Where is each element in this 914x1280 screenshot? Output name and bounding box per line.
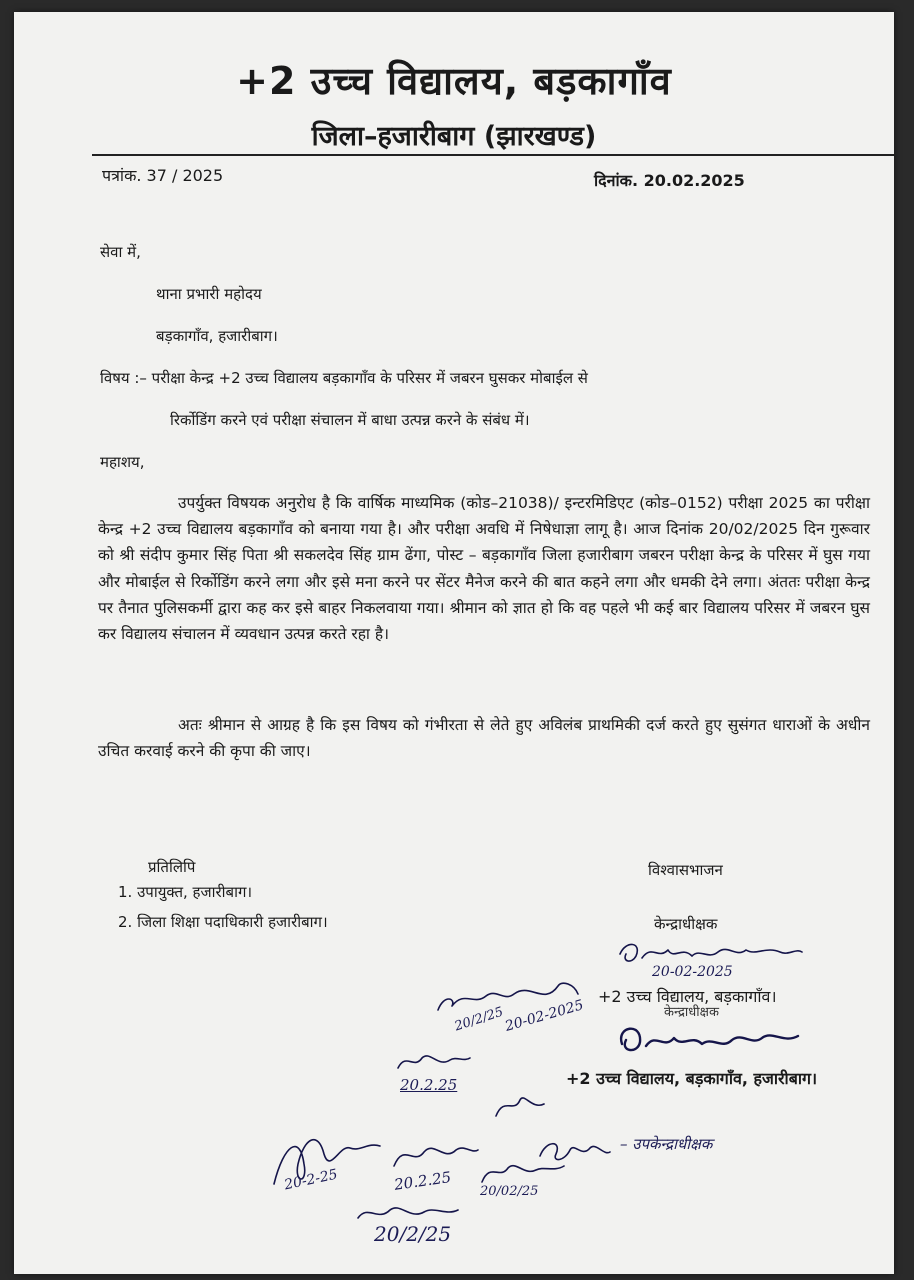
addressee-place: बड़कागाँव, हजारीबाग।: [156, 327, 278, 345]
principal-signature-date: 20-02-2025: [652, 964, 733, 980]
letter-date: दिनांक. 20.02.2025: [594, 171, 745, 190]
body-paragraph-1: [98, 490, 870, 647]
handwritten-date-f: 20-2-25: [282, 1166, 340, 1194]
salutation-to: सेवा में,: [100, 243, 141, 261]
handwritten-signature-c: [490, 1086, 550, 1126]
letter-page: [14, 12, 894, 1274]
principal-signature-2: [612, 1016, 812, 1066]
deputy-label: – उपकेन्द्राधीक्षक: [620, 1135, 713, 1153]
handwritten-date-b: 20.2.25: [400, 1076, 458, 1094]
header-divider: [92, 154, 894, 156]
subject-line-2: रिर्कोडिंग करने एवं परीक्षा संचालन में बाधा उत्पन्न करने के संबंध में।: [170, 411, 530, 429]
reference-number: पत्रांक. 37 / 2025: [102, 166, 224, 185]
handwritten-date-d: 20/02/25: [480, 1184, 539, 1199]
school-stamp-line: +2 उच्च विद्यालय, बड़कागाँव, हजारीबाग।: [566, 1069, 818, 1088]
handwritten-date-main: 20-02-2025: [503, 997, 586, 1035]
school-line: +2 उच्च विद्यालय, बड़कागाँव।: [598, 987, 777, 1006]
copies-heading: प्रतिलिपि: [148, 858, 196, 876]
handwritten-date-a: 20/2/25: [452, 1004, 506, 1035]
body-paragraph-1-text: उपर्युक्त विषयक अनुरोध है कि वार्षिक माध्यमिक (कोड–21038)/ इन्टरमिडिएट (कोड–0152) परीक्षा 2025 का परीक्षा केन्द्र +2 उच्च विद्यालय बड़कागाँव को बनाया गया है। और परीक्षा अवधि में निषेधाज्ञा लागू है। आज दिनांक 20/02/2025 दिन गुरूवार को श्री संदीप कुमार सिंह पिता श्री सकलदेव सिंह ग्राम ढेंगा, पोस्ट – बड़कागाँव जिला हजारीबाग जबरन परीक्षा केन्द्र के परिसर में घुस गया और मोबाईल से रिर्कोडिंग करने लगा और इसे मना करने पर सेंटर मैनेज करने की बात कहने लगा और धमकी देने लगा। अंततः परीक्षा केन्द्र पर तैनात पुलिसकर्मी द्वारा कह कर इसे बाहर निकलवाया गया। श्रीमान को ज्ञात हो कि वह पहले भी कई बार विद्यालय परिसर में जबरन घुस कर विद्यालय संचालन में व्यवधान उत्पन्न करते रहा है।: [98, 494, 870, 644]
copies-list: [118, 882, 328, 942]
addressee-officer: थाना प्रभारी महोदय: [156, 285, 262, 303]
designation: केन्द्राधीक्षक: [654, 915, 718, 933]
greeting: महाशय,: [100, 453, 145, 471]
valediction: विश्वासभाजन: [648, 861, 723, 879]
school-name: +2 उच्च विद्यालय, बड़कागाँव: [236, 59, 672, 103]
body-paragraph-2: [98, 712, 870, 764]
copy-item: 2. जिला शिक्षा पदाधिकारी हजारीबाग।: [118, 913, 328, 931]
handwritten-date-e: 20/2/25: [374, 1222, 452, 1246]
district-line: जिला–हजारीबाग (झारखण्ड): [311, 121, 597, 152]
handwritten-date-c: 20.2.25: [393, 1168, 453, 1194]
stamp-role: केन्द्राधीक्षक: [664, 1005, 719, 1020]
body-paragraph-2-text: अतः श्रीमान से आग्रह है कि इस विषय को गंभीरता से लेते हुए अविलंब प्राथमिकी दर्ज करते हुए सुसंगत धाराओं के अधीन उचित करवाई करने की कृपा की जाए।: [98, 716, 870, 761]
handwritten-signature-b: [394, 1046, 474, 1076]
subject-line-1: विषय :– परीक्षा केन्द्र +2 उच्च विद्यालय बड़कागाँव के परिसर में जबरन घुसकर मोबाईल से: [100, 369, 588, 387]
copy-item: 1. उपायुक्त, हजारीबाग।: [118, 883, 253, 901]
